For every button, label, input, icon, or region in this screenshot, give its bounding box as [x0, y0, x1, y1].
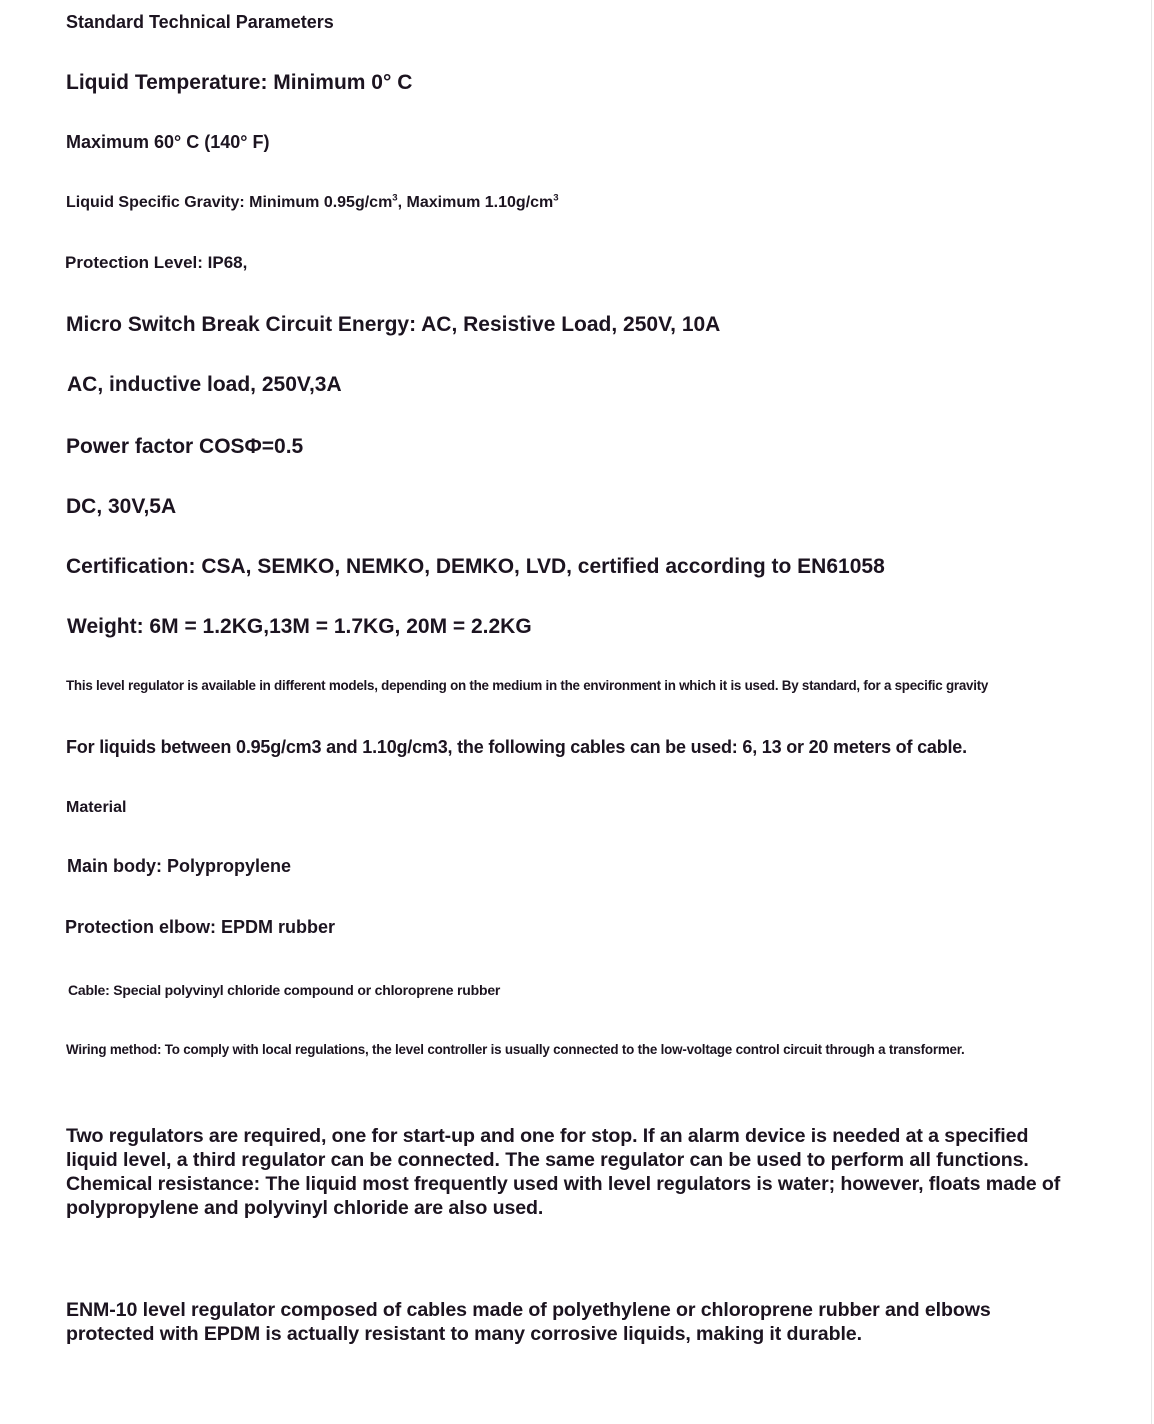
ac-inductive-load: AC, inductive load, 250V,3A: [67, 373, 342, 396]
specific-gravity-min: Liquid Specific Gravity: Minimum 0.95g/cm: [66, 194, 393, 211]
models-note: This level regulator is available in different models, depending on the medium in the environment in which it is used. By standard, for a specific gravity: [66, 678, 989, 693]
power-factor: Power factor COSΦ=0.5: [66, 435, 304, 458]
enm-10-paragraph: ENM-10 level regulator composed of cables made of polyethylene or chloroprene rubber and elbows protected with EPDM is actually resistant to many corrosive liquids, making it durable.: [66, 1299, 991, 1345]
specific-gravity-min-exponent: 3: [392, 192, 398, 204]
certification: Certification: CSA, SEMKO, NEMKO, DEMKO, LVD, certified according to EN61058: [66, 555, 885, 578]
liquid-specific-gravity: [66, 193, 559, 212]
material-heading: Material: [66, 799, 127, 816]
specific-gravity-max: , Maximum 1.10g/cm: [397, 194, 554, 211]
specific-gravity-max-exponent: 3: [553, 192, 559, 204]
protection-elbow-material: Protection elbow: EPDM rubber: [65, 917, 336, 937]
liquids-cable-note: For liquids between 0.95g/cm3 and 1.10g/cm3, the following cables can be used: 6, 13 or 20 meters of cable.: [66, 737, 967, 757]
micro-switch-energy: Micro Switch Break Circuit Energy: AC, Resistive Load, 250V, 10A: [66, 313, 721, 336]
protection-level: Protection Level: IP68,: [65, 253, 248, 272]
main-body-material: Main body: Polypropylene: [67, 856, 292, 876]
weight: Weight: 6M = 1.2KG,13M = 1.7KG, 20M = 2.2KG: [67, 615, 532, 638]
page-right-border: [1151, 0, 1152, 1424]
regulators-paragraph: Two regulators are required, one for start-up and one for stop. If an alarm device is needed at a specified liquid level, a third regulator can be connected. The same regulator can be used to perform all functions. Chemical resistance: The liquid most frequently used with level regulators is water; however, floats made of polypropylene and polyvinyl chloride are also used.: [66, 1125, 1061, 1219]
page-heading: Standard Technical Parameters: [66, 12, 334, 32]
liquid-temperature-max: Maximum 60° C (140° F): [66, 132, 270, 152]
liquid-temperature-min: Liquid Temperature: Minimum 0° C: [66, 71, 413, 94]
dc-rating: DC, 30V,5A: [66, 495, 177, 518]
cable-material: Cable: Special polyvinyl chloride compound or chloroprene rubber: [68, 982, 501, 998]
wiring-method: Wiring method: To comply with local regulations, the level controller is usually connected to the low-voltage control circuit through a transformer.: [66, 1042, 965, 1057]
